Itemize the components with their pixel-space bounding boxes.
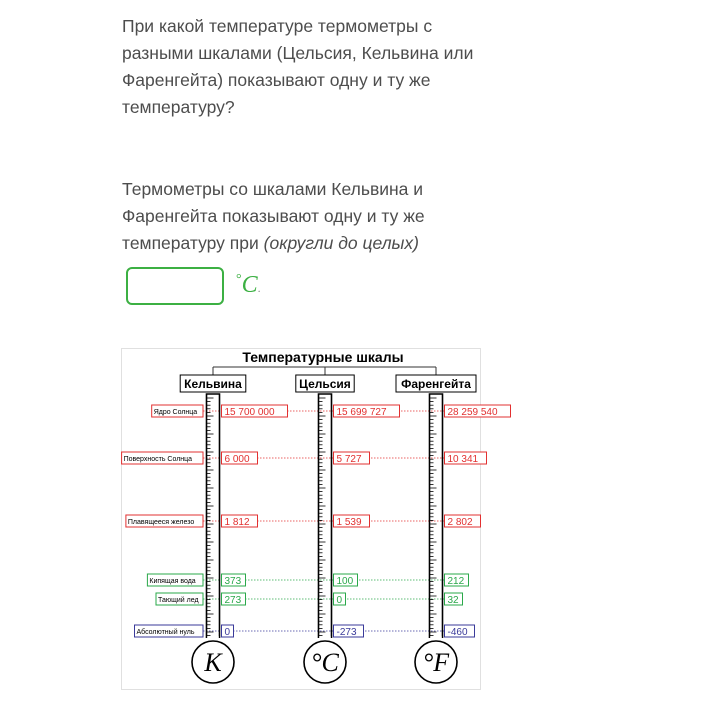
question-text: При какой температуре термометры с разными шкалами (Цельсия, Кельвина или Фаренгейта) показывают одну и ту же температуру? [122,16,474,117]
value-label: -460 [447,627,468,638]
value-label: -273 [336,627,357,638]
point-label: Кипящая вода [149,578,196,585]
value-label: 100 [336,576,354,587]
value-label: 1 539 [336,517,362,528]
point-label: Ядро Солнца [153,409,198,416]
point-label: Тающий лед [158,597,199,604]
value-label: 273 [224,595,242,606]
value-label: 5 727 [336,454,362,465]
unit-degree: ° [236,272,242,287]
unit-label [236,272,261,299]
scale-symbol: °C [311,648,339,677]
value-label: 373 [224,576,242,587]
value-label: 1 812 [224,517,250,528]
value-label: 28 259 540 [447,407,498,418]
answer-input[interactable] [126,267,224,305]
point-label: Поверхность Солнца [123,456,193,463]
unit-dot: . [257,281,261,295]
value-label: 15 699 727 [336,407,387,418]
scale-name: Кельвина [184,377,242,391]
scale-name: Фаренгейта [401,377,471,391]
value-label: 0 [224,627,231,638]
scale-symbol: °F [422,648,450,677]
scale-symbol: K [204,648,222,677]
value-label: 2 802 [447,517,473,528]
statement-main: Термометры со шкалами Кельвина и Фаренгейта показывают одну и ту же температуру при [122,179,425,253]
temperature-scales-figure [121,348,498,690]
value-label: 15 700 000 [224,407,275,418]
unit-letter: C [241,272,258,298]
point-label: Плавящееся железо [127,519,195,526]
rounding-hint: (округли до целых) [263,233,420,253]
statement-text [122,176,502,257]
point-label: Абсолютный нуль [136,629,195,636]
value-label: 6 000 [224,454,250,465]
value-label: 0 [336,595,343,606]
figure-title: Температурные шкалы [242,349,404,365]
value-label: 32 [447,595,459,606]
value-label: 212 [447,576,465,587]
scale-name: Цельсия [299,377,351,391]
value-label: 10 341 [447,454,479,465]
